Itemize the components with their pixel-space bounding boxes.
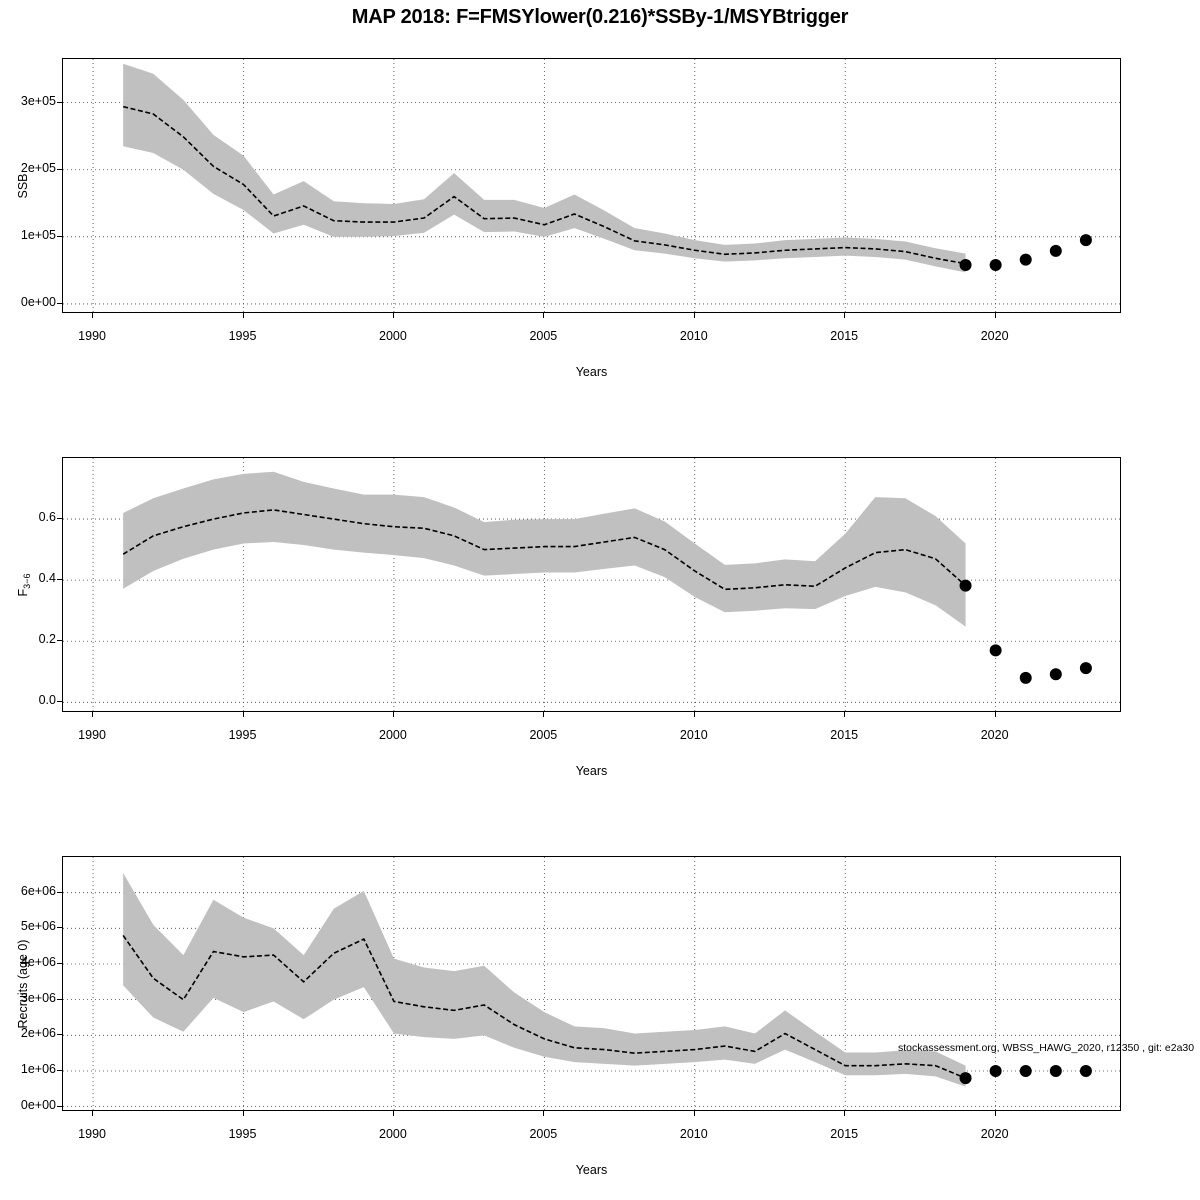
x-tick-label: 1990 <box>78 728 106 742</box>
x-tick-label: 2015 <box>830 728 859 742</box>
forecast-point <box>990 644 1002 656</box>
forecast-point <box>990 259 1002 271</box>
y-tick-mark <box>57 579 62 580</box>
x-tick-label: 1995 <box>228 329 257 343</box>
forecast-point <box>1020 672 1032 684</box>
y-tick-mark <box>57 1070 62 1071</box>
x-tick-label: 2020 <box>980 728 1009 742</box>
forecast-point <box>1050 668 1062 680</box>
y-tick-mark <box>57 1034 62 1035</box>
y-tick-label: 2e+06 <box>20 1026 56 1041</box>
y-tick-label: 1e+06 <box>20 1061 56 1076</box>
x-axis-label: Years <box>575 1163 608 1177</box>
y-tick-mark <box>57 963 62 964</box>
forecast-point <box>1050 1065 1062 1077</box>
x-tick-mark <box>844 1111 845 1116</box>
x-tick-mark <box>393 313 394 318</box>
x-tick-mark <box>844 712 845 717</box>
x-tick-label: 2005 <box>529 728 558 742</box>
x-tick-label: 2005 <box>529 329 558 343</box>
y-tick-label: 0.4 <box>38 571 56 586</box>
y-tick-label: 6e+06 <box>20 883 56 898</box>
x-tick-label: 2010 <box>679 329 708 343</box>
plot-area <box>62 58 1121 313</box>
forecast-point <box>1050 245 1062 257</box>
forecast-point <box>1080 662 1092 674</box>
x-tick-mark <box>243 1111 244 1116</box>
x-tick-mark <box>393 712 394 717</box>
y-axis-label: $F_{3-6}$ <box>16 573 32 596</box>
y-tick-mark <box>57 102 62 103</box>
forecast-point <box>1080 1065 1092 1077</box>
x-tick-mark <box>393 1111 394 1116</box>
x-tick-mark <box>995 1111 996 1116</box>
y-tick-label: 0.6 <box>38 510 56 525</box>
x-tick-mark <box>243 313 244 318</box>
x-tick-label: 1990 <box>78 1127 106 1141</box>
x-tick-mark <box>543 712 544 717</box>
y-axis-label: Recruits (age 0) <box>16 939 30 1028</box>
y-tick-label: 0e+00 <box>20 1097 56 1112</box>
forecast-point <box>960 1072 972 1084</box>
x-tick-label: 1995 <box>228 728 257 742</box>
forecast-point <box>990 1065 1002 1077</box>
y-tick-label: 3e+06 <box>20 990 56 1005</box>
forecast-point <box>1020 254 1032 266</box>
source-caption: stockassessment.org, WBSS_HAWG_2020, r12350 , git: e2a30 <box>898 1042 1195 1054</box>
y-axis-label: SSB <box>16 172 30 199</box>
page-title: MAP 2018: F=FMSYlower(0.216)*SSBy-1/MSYBtrigger <box>351 6 849 28</box>
x-tick-label: 1995 <box>228 1127 257 1141</box>
forecast-point <box>960 580 972 592</box>
y-tick-mark <box>57 1106 62 1107</box>
x-tick-mark <box>543 313 544 318</box>
y-tick-mark <box>57 927 62 928</box>
x-tick-mark <box>844 313 845 318</box>
y-tick-label: 3e+05 <box>20 93 56 108</box>
x-tick-mark <box>694 712 695 717</box>
x-tick-mark <box>243 712 244 717</box>
y-tick-label: 1e+05 <box>20 227 56 242</box>
y-tick-label: 0e+00 <box>20 294 56 309</box>
x-tick-mark <box>995 712 996 717</box>
x-tick-mark <box>694 1111 695 1116</box>
x-tick-label: 1990 <box>78 329 106 343</box>
x-tick-label: 2020 <box>980 329 1009 343</box>
x-tick-label: 2010 <box>679 728 708 742</box>
forecast-point <box>1080 234 1092 246</box>
x-axis-label: Years <box>575 365 608 379</box>
x-tick-mark <box>92 712 93 717</box>
x-tick-mark <box>92 313 93 318</box>
y-tick-label: 0.2 <box>38 632 56 647</box>
y-tick-mark <box>57 303 62 304</box>
y-tick-mark <box>57 999 62 1000</box>
y-tick-mark <box>57 236 62 237</box>
x-tick-label: 2005 <box>529 1127 558 1141</box>
x-tick-mark <box>995 313 996 318</box>
y-tick-mark <box>57 640 62 641</box>
y-tick-mark <box>57 518 62 519</box>
x-tick-label: 2020 <box>980 1127 1009 1141</box>
x-tick-mark <box>543 1111 544 1116</box>
y-tick-mark <box>57 701 62 702</box>
y-tick-mark <box>57 169 62 170</box>
plot-area <box>62 856 1121 1111</box>
y-tick-label: 5e+06 <box>20 919 56 934</box>
y-tick-label: 4e+06 <box>20 954 56 969</box>
y-tick-label: 2e+05 <box>20 160 56 175</box>
x-tick-label: 2000 <box>379 329 407 343</box>
x-tick-label: 2015 <box>830 329 859 343</box>
y-axis-label-subscript: 3−6 <box>22 573 32 589</box>
y-tick-mark <box>57 892 62 893</box>
x-axis-label: Years <box>575 764 608 778</box>
x-tick-label: 2000 <box>379 1127 407 1141</box>
x-tick-mark <box>694 313 695 318</box>
x-tick-mark <box>92 1111 93 1116</box>
x-tick-label: 2015 <box>830 1127 859 1141</box>
x-tick-label: 2000 <box>379 728 407 742</box>
forecast-point <box>960 259 972 271</box>
x-tick-label: 2010 <box>679 1127 708 1141</box>
plot-area <box>62 457 1121 712</box>
forecast-point <box>1020 1065 1032 1077</box>
y-tick-label: 0.0 <box>38 693 56 708</box>
